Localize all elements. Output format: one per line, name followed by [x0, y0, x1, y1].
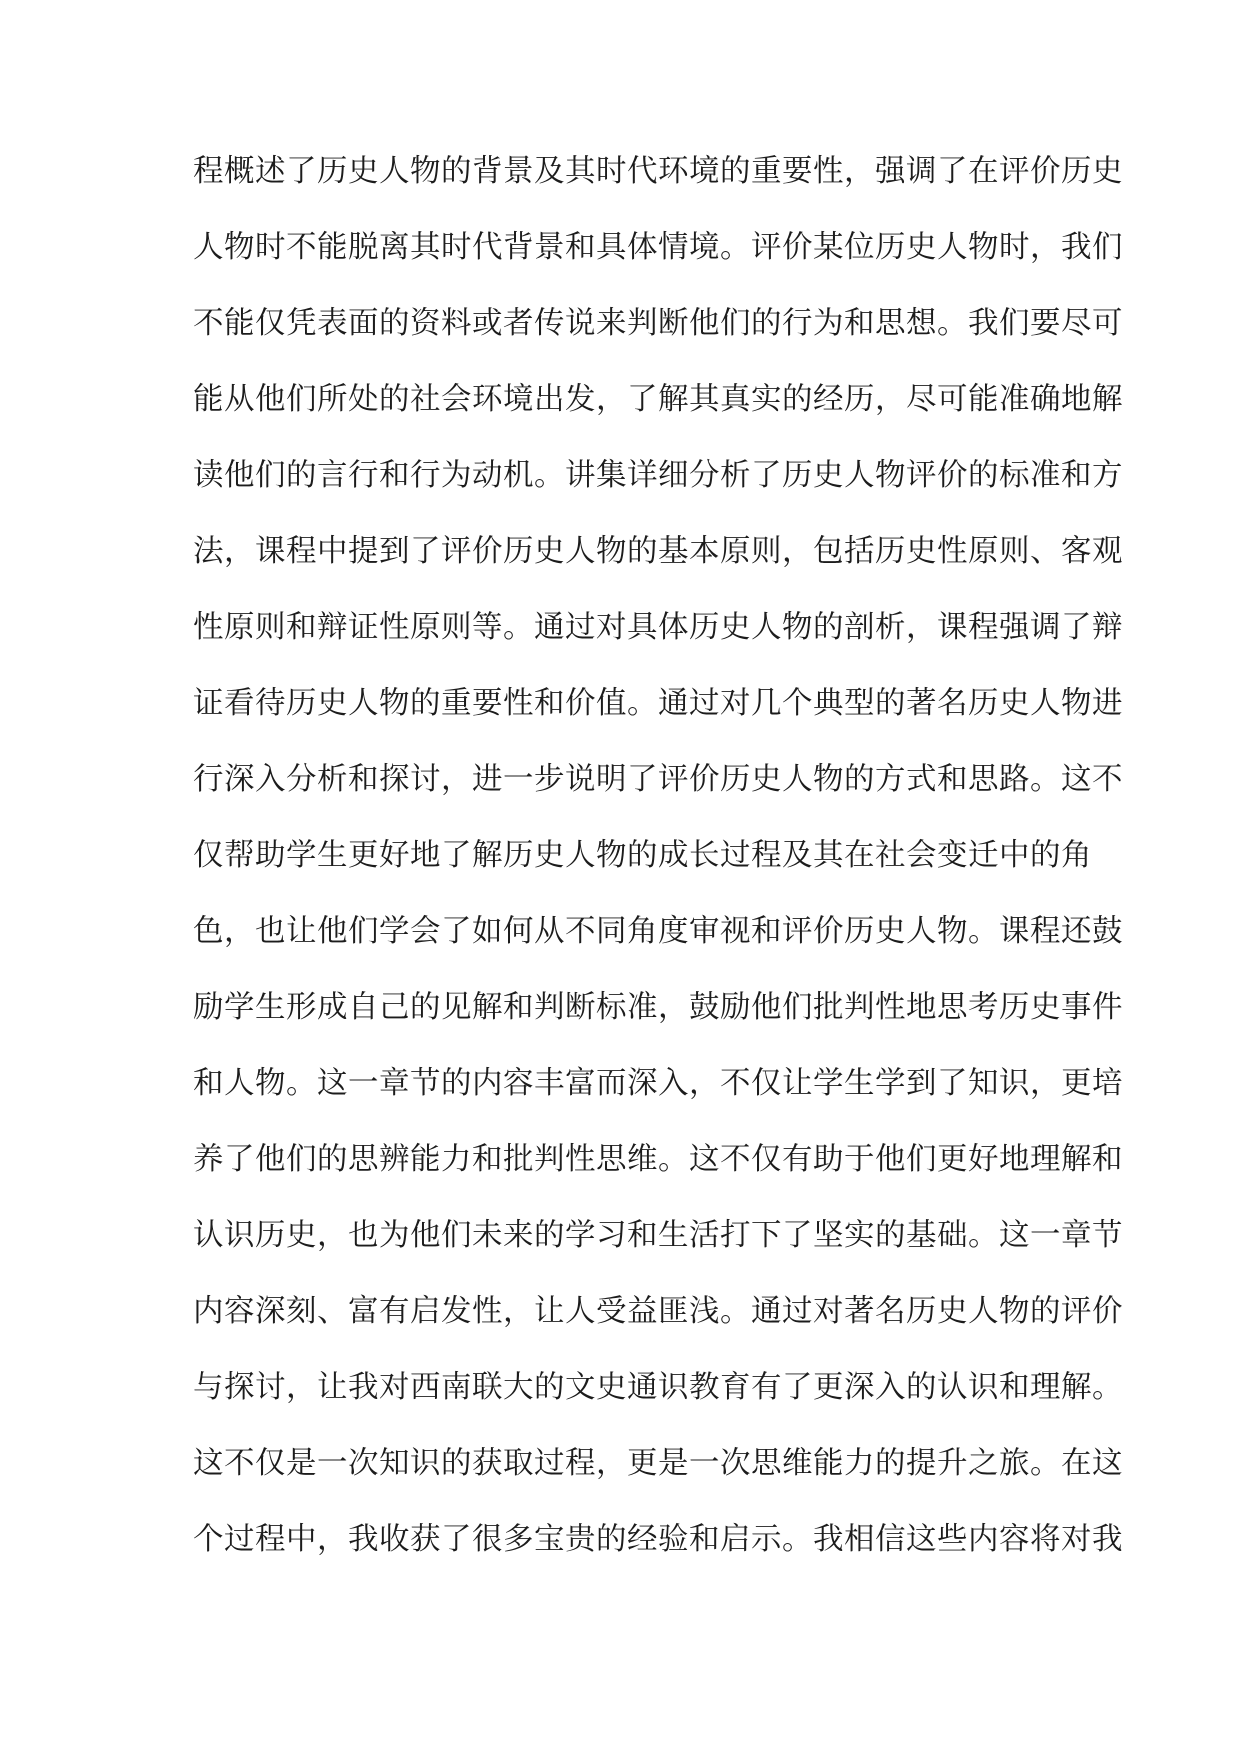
text-line: 励学生形成自己的见解和判断标准，鼓励他们批判性地思考历史事件 [193, 990, 1123, 1025]
text-line: 这不仅是一次知识的获取过程，更是一次思维能力的提升之旅。在这 [193, 1446, 1123, 1481]
text-line: 与探讨，让我对西南联大的文史通识教育有了更深入的认识和理解。 [193, 1370, 1123, 1405]
text-line: 读他们的言行和行为动机。讲集详细分析了历史人物评价的标准和方 [193, 458, 1123, 493]
text-line: 个过程中，我收获了很多宝贵的经验和启示。我相信这些内容将对我 [193, 1522, 1123, 1557]
text-line: 能从他们所处的社会环境出发，了解其真实的经历，尽可能准确地解 [193, 382, 1123, 417]
text-line: 法，课程中提到了评价历史人物的基本原则，包括历史性原则、客观 [193, 534, 1123, 569]
text-line: 和人物。这一章节的内容丰富而深入，不仅让学生学到了知识，更培 [193, 1066, 1123, 1101]
text-line: 不能仅凭表面的资料或者传说来判断他们的行为和思想。我们要尽可 [193, 306, 1123, 341]
text-line: 仅帮助学生更好地了解历史人物的成长过程及其在社会变迁中的角 [193, 838, 1092, 873]
text-line: 人物时不能脱离其时代背景和具体情境。评价某位历史人物时，我们 [193, 230, 1123, 265]
text-line: 证看待历史人物的重要性和价值。通过对几个典型的著名历史人物进 [193, 686, 1123, 721]
text-line: 性原则和辩证性原则等。通过对具体历史人物的剖析，课程强调了辩 [193, 610, 1123, 645]
text-line: 程概述了历史人物的背景及其时代环境的重要性，强调了在评价历史 [193, 154, 1123, 189]
text-line: 认识历史，也为他们未来的学习和生活打下了坚实的基础。这一章节 [193, 1218, 1123, 1253]
text-line: 行深入分析和探讨，进一步说明了评价历史人物的方式和思路。这不 [193, 762, 1123, 797]
text-line: 色，也让他们学会了如何从不同角度审视和评价历史人物。课程还鼓 [193, 914, 1123, 949]
body-text [193, 146, 1123, 1590]
text-line: 内容深刻、富有启发性，让人受益匪浅。通过对著名历史人物的评价 [193, 1294, 1123, 1329]
text-line: 养了他们的思辨能力和批判性思维。这不仅有助于他们更好地理解和 [193, 1142, 1123, 1177]
